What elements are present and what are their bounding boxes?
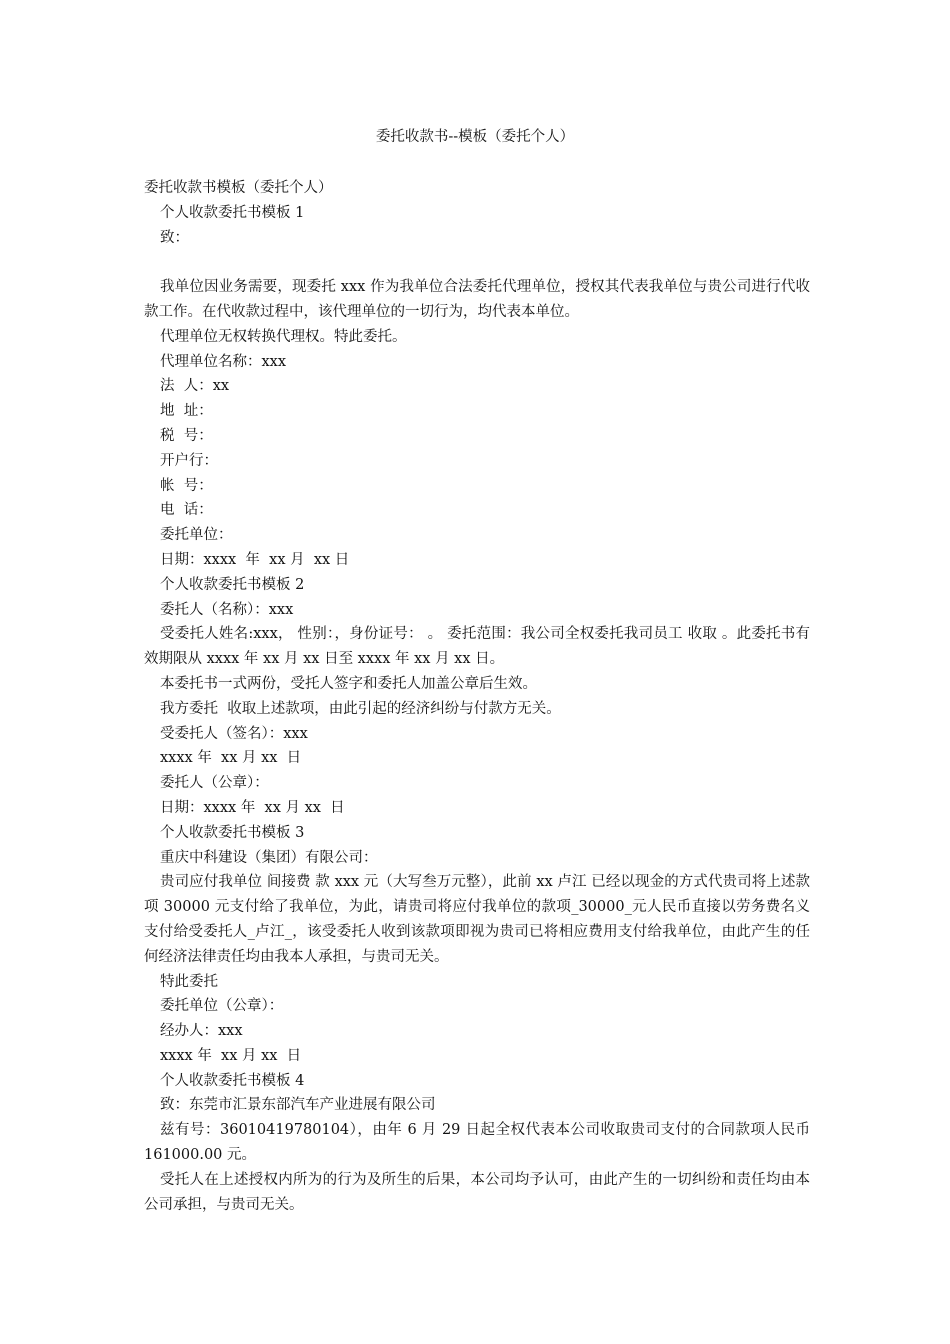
field-bank: 开户行： (160, 452, 218, 469)
paragraph-agent-scope: 受委托人姓名:xxx， 性别：，身份证号： 。 委托范围：我公司全权委托我司员工 收取 。此委托书有效期限从 xxxx 年 xx 月 xx 日至 xxxx 年 xx 月 xx 日。 (144, 626, 810, 668)
template-heading-1: 个人收款委托书模板 1 (160, 204, 305, 221)
field-phone: 电 话： (160, 502, 213, 519)
text-line: 本委托书一式两份，受托人签字和委托人加盖公章后生效。 (160, 675, 537, 692)
template-heading-2: 个人收款委托书模板 2 (160, 576, 305, 593)
field-tax-number: 税 号： (160, 427, 213, 444)
addressee: 致：东莞市汇景东部汽车产业进展有限公司 (160, 1097, 436, 1114)
document-body (144, 176, 810, 1217)
field-address: 地 址： (160, 403, 213, 420)
document-title: 委托收款书--模板（委托个人） (375, 129, 575, 145)
field-handler: 经办人：xxx (160, 1023, 243, 1040)
field-entrusting-seal: 委托单位（公章）： (160, 998, 284, 1015)
field-principal-seal: 委托人（公章）： (160, 775, 269, 792)
field-principal-name: 委托人（名称）：xxx (160, 601, 294, 618)
salutation: 致： (160, 229, 189, 246)
blank-line (144, 250, 810, 275)
paragraph-payment: 贵司应付我单位 间接费 款 xxx 元（大写叁万元整），此前 xx 卢江 已经以现金的方式代贵司将上述款项 30000 元支付给了我单位，为此，请贵司将应付我单位的款项_30000_元人民币直接以劳务费名义支付给受委托人_卢江_，该受委托人收到该款项即视为贵司已将相应费用支付给我单位，由此产生的任何经济法律责任均由我本人承担，与贵司无关。 (144, 874, 810, 965)
template-heading-4: 个人收款委托书模板 4 (160, 1072, 305, 1089)
template-heading-3: 个人收款委托书模板 3 (160, 824, 305, 841)
paragraph-contract-payment: 兹有号：36010419780104），由年 6 月 29 日起全权代表本公司收取贵司支付的合同款项人民币 161000.00 元。 (144, 1122, 810, 1164)
field-account: 帐 号： (160, 477, 213, 494)
paragraph-authorization: 我单位因业务需要，现委托 xxx 作为我单位合法委托代理单位，授权其代表我单位与贵公司进行代收款工作。在代收款过程中，该代理单位的一切行为，均代表本单位。 (144, 279, 810, 320)
field-agent-signature: 受委托人（签名）：xxx (160, 725, 308, 742)
text-line: 代理单位无权转换代理权。特此委托。 (160, 328, 407, 345)
field-date: xxxx 年 xx 月 xx 日 (160, 750, 302, 767)
field-legal-person: 法 人：xx (160, 378, 230, 395)
text-line: 我方委托 收取上述款项，由此引起的经济纠纷与付款方无关。 (160, 700, 561, 717)
addressee: 重庆中科建设（集团）有限公司： (160, 849, 378, 866)
field-date: xxxx 年 xx 月 xx 日 (160, 1047, 302, 1064)
field-date: 日期：xxxx 年 xx 月 xx 日 (160, 799, 345, 816)
field-agent-name: 代理单位名称：xxx (160, 353, 287, 370)
section-heading: 委托收款书模板（委托个人） (144, 180, 333, 196)
field-date: 日期：xxxx 年 xx 月 xx 日 (160, 551, 350, 568)
field-entrusting-unit: 委托单位： (160, 527, 233, 544)
paragraph-liability: 受托人在上述授权内所为的行为及所生的后果，本公司均予认可，由此产生的一切纠纷和责任均由本公司承担，与贵司无关。 (144, 1171, 810, 1213)
text-line: 特此委托 (160, 973, 218, 990)
